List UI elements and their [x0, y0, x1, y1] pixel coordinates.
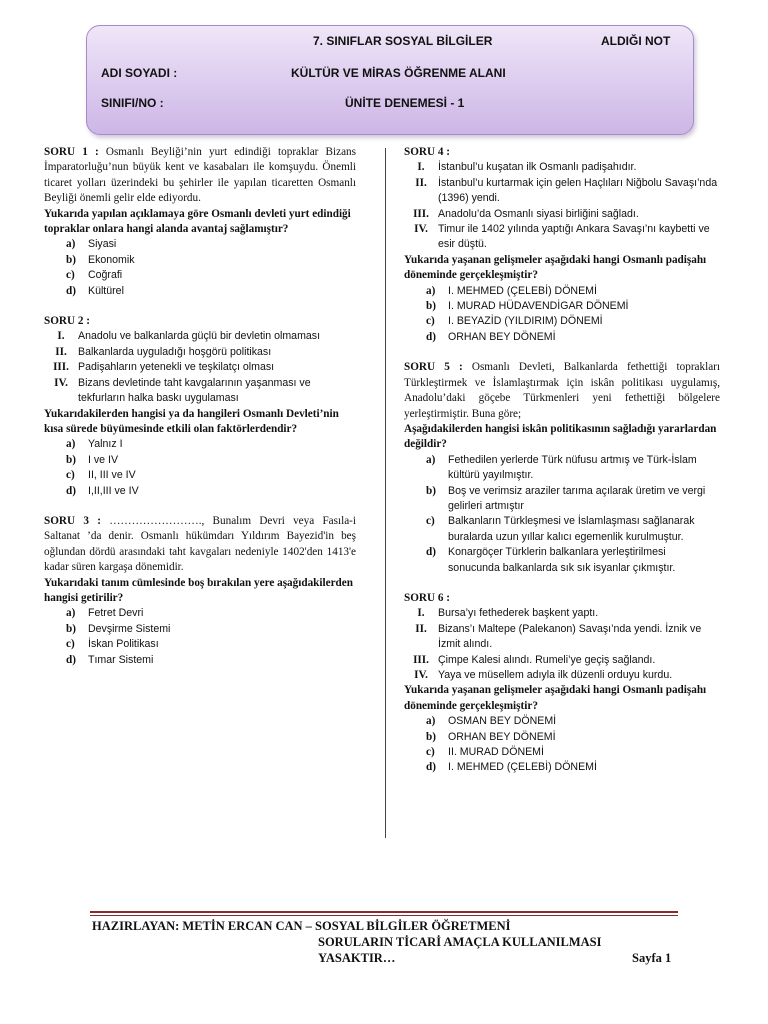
option-a[interactable]: a) Siyasi: [66, 238, 117, 251]
option-c[interactable]: c) İskan Politikası: [66, 638, 159, 651]
footer-rule-thick: [90, 911, 678, 913]
statement-iii: III. Padişahların yetenekli ve teşkilatçı olması: [53, 361, 275, 374]
option-a[interactable]: a) OSMAN BEY DÖNEMİ: [426, 715, 557, 728]
question-1-options: [44, 237, 356, 299]
option-d[interactable]: d) Tımar Sistemi: [66, 653, 154, 666]
question-3-stem: Yukarıdaki tanım cümlesinde boş bırakılan yere aşağıdakilerden hangisi getirilir?: [44, 576, 353, 604]
statement-ii: II. İstanbul’u kurtarmak için gelen Haçlıları Niğbolu Savaşı’nda (1396) yendi.: [415, 176, 718, 205]
name-label: ADI SOYADI :: [101, 66, 178, 80]
question-6: [404, 591, 720, 776]
statement-i: I. İstanbul’u kuşatan ilk Osmanlı padişahıdır.: [417, 161, 637, 174]
question-1-text-block: [44, 145, 356, 207]
statement-ii: II. Bizans’ı Maltepe (Palekanon) Savaşı’nda yendi. İznik ve İzmit alındı.: [415, 622, 702, 651]
option-c[interactable]: c) II. MURAD DÖNEMİ: [426, 746, 544, 759]
option-a[interactable]: a) Fethedilen yerlerde Türk nüfusu artmış ve Türk-İslam kültürü yayılmıştır.: [426, 453, 697, 482]
option-c[interactable]: c) I. BEYAZİD (YILDIRIM) DÖNEMİ: [426, 315, 603, 328]
statement-iv: IV. Yaya ve müsellem adıyla ilk düzenli orduyu kurdu.: [414, 669, 673, 681]
footer-author: HAZIRLAYAN: METİN ERCAN CAN – SOSYAL BİLGİLER ÖĞRETMENİ: [92, 919, 511, 933]
left-column: [44, 145, 356, 683]
question-5-text-block: [404, 360, 720, 422]
question-3-options: [44, 606, 356, 668]
question-6-statements: [404, 606, 720, 683]
right-column: [404, 145, 720, 791]
option-c[interactable]: c) II, III ve IV: [66, 469, 136, 482]
statement-i: I. Anadolu ve balkanlarda güçlü bir devletin olmaması: [57, 330, 321, 343]
question-5-text: Osmanlı Devleti, Balkanlarda fethettiği toprakları Türkleştirmek ve İslamlaştırmak için iskân politikası uygulamış, Anadolu’daki göçebe Türkmenleri yeni fethettiği bölgelere yerleştirmiştir. Buna göre;: [404, 361, 721, 420]
question-3-text-block: [44, 514, 356, 576]
question-1-head: SORU 1 :: [44, 146, 99, 158]
question-4: [404, 145, 720, 345]
page-number: Sayfa 1: [632, 951, 672, 965]
option-b[interactable]: b) Ekonomik: [66, 253, 135, 266]
option-a[interactable]: a) Fetret Devri: [66, 607, 144, 620]
option-b[interactable]: b) Devşirme Sistemi: [66, 622, 171, 635]
statement-ii: II. Balkanlarda uyguladığı hoşgörü politikası: [55, 345, 272, 358]
question-4-head: SORU 4 :: [404, 146, 450, 158]
question-4-stem: Yukarıda yaşanan gelişmeler aşağıdaki hangi Osmanlı padişahı döneminde gerçekleşmiştir?: [404, 253, 707, 282]
question-2-head: SORU 2 :: [44, 315, 90, 328]
question-2-stem: Yukarıdakilerden hangisi ya da hangileri Osmanlı Devleti’nin kısa sürede büyümesinde etkili olan faktörlerdendir?: [44, 407, 339, 435]
option-d[interactable]: d) I. MEHMED (ÇELEBİ) DÖNEMİ: [426, 761, 597, 774]
question-2: [44, 314, 356, 499]
option-c[interactable]: c) Balkanların Türkleşmesi ve İslamlaşması sağlanarak buralarda uzun yıllar kalıcı egemenlik kurulmuştur.: [426, 515, 695, 543]
exam-title: 7. SINIFLAR SOSYAL BİLGİLER: [313, 34, 493, 48]
statement-i: I. Bursa’yı fethederek başkent yaptı.: [417, 607, 599, 620]
question-3: [44, 514, 356, 668]
footer-rule-thin: [90, 915, 678, 916]
question-1-text: Osmanlı Beyliği’nin yurt edindiği topraklar Bizans İmparatorluğu’nun büyük kent ve kasabaları ile komşuydu. Önemli ticaret yolları üzerindeki bu şehirler ile yapılan ticaretten Osmanlı Beyliği önemli gelir elde ediyordu.: [44, 146, 356, 205]
question-3-head: SORU 3 :: [44, 514, 101, 527]
option-b[interactable]: b) I ve IV: [66, 453, 119, 466]
option-b[interactable]: b) I. MURAD HÜDAVENDİGAR DÖNEMİ: [426, 300, 629, 313]
question-2-statements: [44, 329, 356, 406]
class-label: SINIFI/NO :: [101, 96, 164, 110]
option-b[interactable]: b) Boş ve verimsiz araziler tarıma açılarak üretim ve vergi gelirleri artmıştır: [426, 484, 706, 512]
statement-iii: III. Anadolu’da Osmanlı siyasi birliğini sağladı.: [413, 207, 639, 220]
statement-iv: IV. Bizans devletinde taht kavgalarının yaşanması ve tekfurların halka baskı uygulaması: [54, 376, 311, 405]
header-box: [86, 25, 694, 135]
question-1-stem: Yukarıda yapılan açıklamaya göre Osmanlı devleti yurt edindiği topraklar onlara hangi alanda avantaj sağlamıştır?: [44, 207, 351, 236]
option-d[interactable]: d) I,II,III ve IV: [66, 484, 139, 497]
question-2-options: [44, 437, 356, 499]
footer-notice-line1: SORULARIN TİCARİ AMAÇLA KULLANILMASI: [318, 935, 602, 949]
option-a[interactable]: a) Yalnız I: [66, 438, 123, 451]
question-4-statements: [404, 160, 720, 252]
question-3-text: ……………………., Bunalım Devri veya Fasıla-i Saltanat ’da denir. Osmanlı hükümdarı Yıldırım Bayezid'in beş oğlundan dördü arasındaki taht kavgaları nedeniyle 1402'den 1413'e kadar süren kargaşa dönemidir.: [44, 514, 356, 574]
question-1: [44, 145, 356, 299]
option-d[interactable]: d) Konargöçer Türklerin balkanlara yerleştirilmesi sonucunda balkanlarda sık sık isyanlar çıkmıştır.: [426, 546, 676, 574]
question-6-stem: Yukarıda yaşanan gelişmeler aşağıdaki hangi Osmanlı padişahı döneminde gerçekleşmiştir?: [404, 684, 707, 712]
test-name: ÜNİTE DENEMESİ - 1: [345, 96, 465, 110]
column-divider: [385, 148, 386, 838]
question-5-stem: Aşağıdakilerden hangisi iskân politikasının sağladığı yararlardan değildir?: [404, 422, 717, 451]
statement-iv: IV. Timur ile 1402 yılında yaptığı Ankara Savaşı’nı kaybetti ve esir düştü.: [414, 223, 710, 251]
option-b[interactable]: b) ORHAN BEY DÖNEMİ: [426, 730, 556, 743]
grade-label: ALDIĞI NOT: [601, 34, 671, 48]
option-d[interactable]: d) ORHAN BEY DÖNEMİ: [426, 330, 556, 343]
option-c[interactable]: c) Coğrafi: [66, 269, 123, 282]
question-6-options: [404, 714, 720, 776]
footer-notice-line2: YASAKTIR…: [318, 951, 396, 965]
question-6-head: SORU 6 :: [404, 591, 450, 604]
option-d[interactable]: d) Kültürel: [66, 284, 124, 297]
question-5: [404, 360, 720, 576]
statement-iii: III. Çimpe Kalesi alındı. Rumeli’ye geçiş sağlandı.: [413, 653, 656, 666]
question-5-options: [404, 453, 720, 576]
option-a[interactable]: a) I. MEHMED (ÇELEBİ) DÖNEMİ: [426, 284, 597, 297]
question-4-options: [404, 284, 720, 346]
question-5-head: SORU 5 :: [404, 361, 463, 374]
unit-name: KÜLTÜR VE MİRAS ÖĞRENME ALANI: [291, 66, 506, 80]
